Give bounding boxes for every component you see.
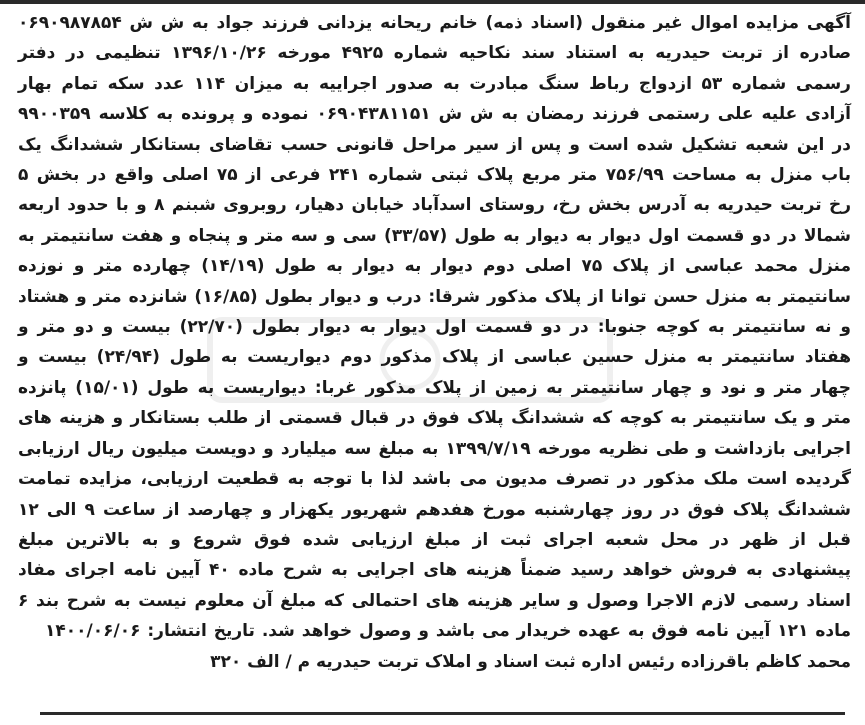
bottom-border-rule	[40, 712, 845, 715]
notice-body-text: آگهی مزایده اموال غیر منقول (اسناد ذمه) خانم ریحانه یزدانی فرزند جواد به ش ش ۰۶۹۰۹۸۷۸۵۴ صادره از تربت حیدریه به استناد سند نکاحیه شماره ۴۹۲۵ مورخه ۱۳۹۶/۱۰/۲۶ تنظیمی در دفتر رسمی شماره ۵۳ ازدواج رباط سنگ مبادرت به صدور اجراییه به میزان ۱۱۴ عدد سکه تمام بهار آزادی علیه علی رستمی فرزند رمضان به ش ش ۰۶۹۰۴۳۸۱۱۵۱ نموده و پرونده به کلاسه ۹۹۰۰۳۵۹ در این شعبه تشکیل شده است و پس از سیر مراحل قانونی حسب تقاضای بستانکار ششدانگ یک باب منزل به مساحت ۷۵۶/۹۹ متر مربع پلاک ثبتی شماره ۲۴۱ فرعی از ۷۵ اصلی واقع در بخش ۵ رخ تربت حیدریه به آدرس بخش رخ، روستای اسدآباد خیابان دهیار، روبروی شبنم ۸ و با حدود اربعه شمالا در دو قسمت اول دیوار به دیوار به طول (۳۳/۵۷) سی و سه متر و پنجاه و هفت سانتیمتر به منزل محمد عباسی از پلاک ۷۵ اصلی دوم دیوار به دیوار به طول (۱۴/۱۹) چهارده متر و نوزده سانتیمتر به منزل حسن توانا از پلاک مذکور شرقا: درب و دیوار بطول (۱۶/۸۵) شانزده متر و هشتاد و نه سانتیمتر به کوچه جنوبا: در دو قسمت اول دیوار به دیوار بطول (۲۲/۷۰) بیست و دو متر و هفتاد سانتیمتر به منزل حسین عباسی از پلاک مذکور دوم دیواریست به طول (۲۴/۹۴) بیست و چهار متر و نود و چهار سانتیمتر به زمین از پلاک مذکور غربا: دیواریست به طول (۱۵/۰۱) پانزده متر و یک سانتیمتر به کوچه که ششدانگ پلاک فوق در قبال قسمتی از طلب بستانکار و هزینه های اجرایی بازداشت و طی نظریه مورخه ۱۳۹۹/۷/۱۹ به مبلغ سه میلیارد و دویست میلیون ریال ارزیابی گردیده است ملک مذکور در تصرف مدیون می باشد لذا با توجه به قطعیت ارزیابی، مزایده تمامت ششدانگ پلاک فوق در روز چهارشنبه مورخ هفدهم شهریور یکهزار و چهارصد از ساعت ۹ الی ۱۲ قبل از ظهر در محل شعبه اجرای ثبت از مبلغ ارزیابی شده فوق شروع و به بالاترین مبلغ پیشنهادی به فروش خواهد رسید ضمناً هزینه های اجرایی به شرح ماده ۴۰ آیین نامه اجرای مفاد اسناد رسمی لازم الاجرا وصول و سایر هزینه های احتمالی که مبلغ آن معلوم نیست به شرح بند ۶ ماده ۱۲۱ آیین نامه فوق به عهده خریدار می باشد و وصول خواهد شد. تاریخ انتشار: ۱۴۰۰/۰۶/۰۶	[18, 13, 852, 642]
notice-signature: محمد کاظم باقرزاده رئیس اداره ثبت اسناد و املاک تربت حیدریه م / الف ۳۲۰	[210, 651, 851, 672]
